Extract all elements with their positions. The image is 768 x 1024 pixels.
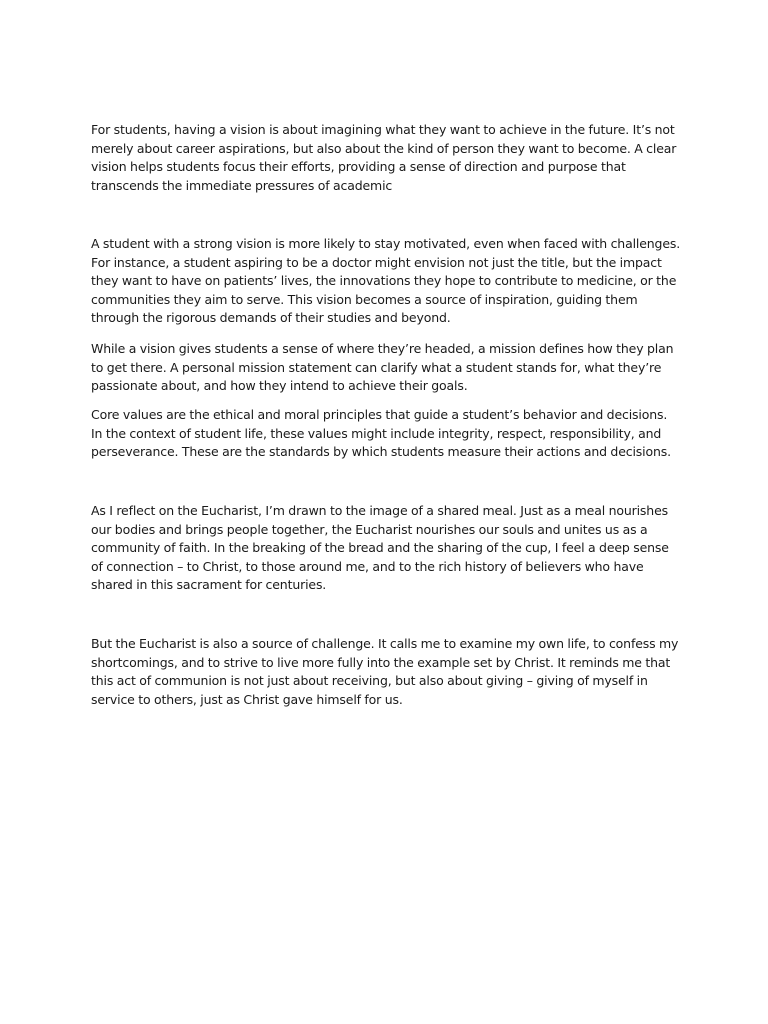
paragraph-vision-intro: For students, having a vision is about imagining what they want to achieve in the future. It’s not merely about career aspirations, but also about the kind of person they want to become. A clear vision helps students focus their efforts, providing a sense of direction and purpose that transcends the immediate pressures of academic <box>91 122 677 193</box>
paragraph-strong-vision: A student with a strong vision is more likely to stay motivated, even when faced with challenges. For instance, a student aspiring to be a doctor might envision not just the title, but the impact they want to have on patients’ lives, the innovations they hope to contribute to medicine, or the communities they aim to serve. This vision becomes a source of inspiration, guiding them through the rigorous demands of their studies and beyond. <box>91 236 681 326</box>
paragraph-eucharist-challenge: But the Eucharist is also a source of challenge. It calls me to examine my own life, to confess my shortcomings, and to strive to live more fully into the example set by Christ. It reminds me that this act of communion is not just about receiving, but also about giving – giving of myself in service to others, just as Christ gave himself for us. <box>91 636 679 707</box>
paragraph-mission: While a vision gives students a sense of where they’re headed, a mission defines how they plan to get there. A personal mission statement can clarify what a student stands for, what they’re passionate about, and how they intend to achieve their goals. <box>91 341 674 394</box>
paragraph-eucharist-meal: As I reflect on the Eucharist, I’m drawn to the image of a shared meal. Just as a meal nourishes our bodies and brings people together, the Eucharist nourishes our souls and unites us as a community of faith. In the breaking of the bread and the sharing of the cup, I feel a deep sense of connection – to Christ, to those around me, and to the rich history of believers who have shared in this sacrament for centuries. <box>91 503 669 593</box>
paragraph-core-values: Core values are the ethical and moral principles that guide a student’s behavior and decisions. In the context of student life, these values might include integrity, respect, responsibility, and perseverance. These are the standards by which students measure their actions and decisions. <box>91 407 671 460</box>
